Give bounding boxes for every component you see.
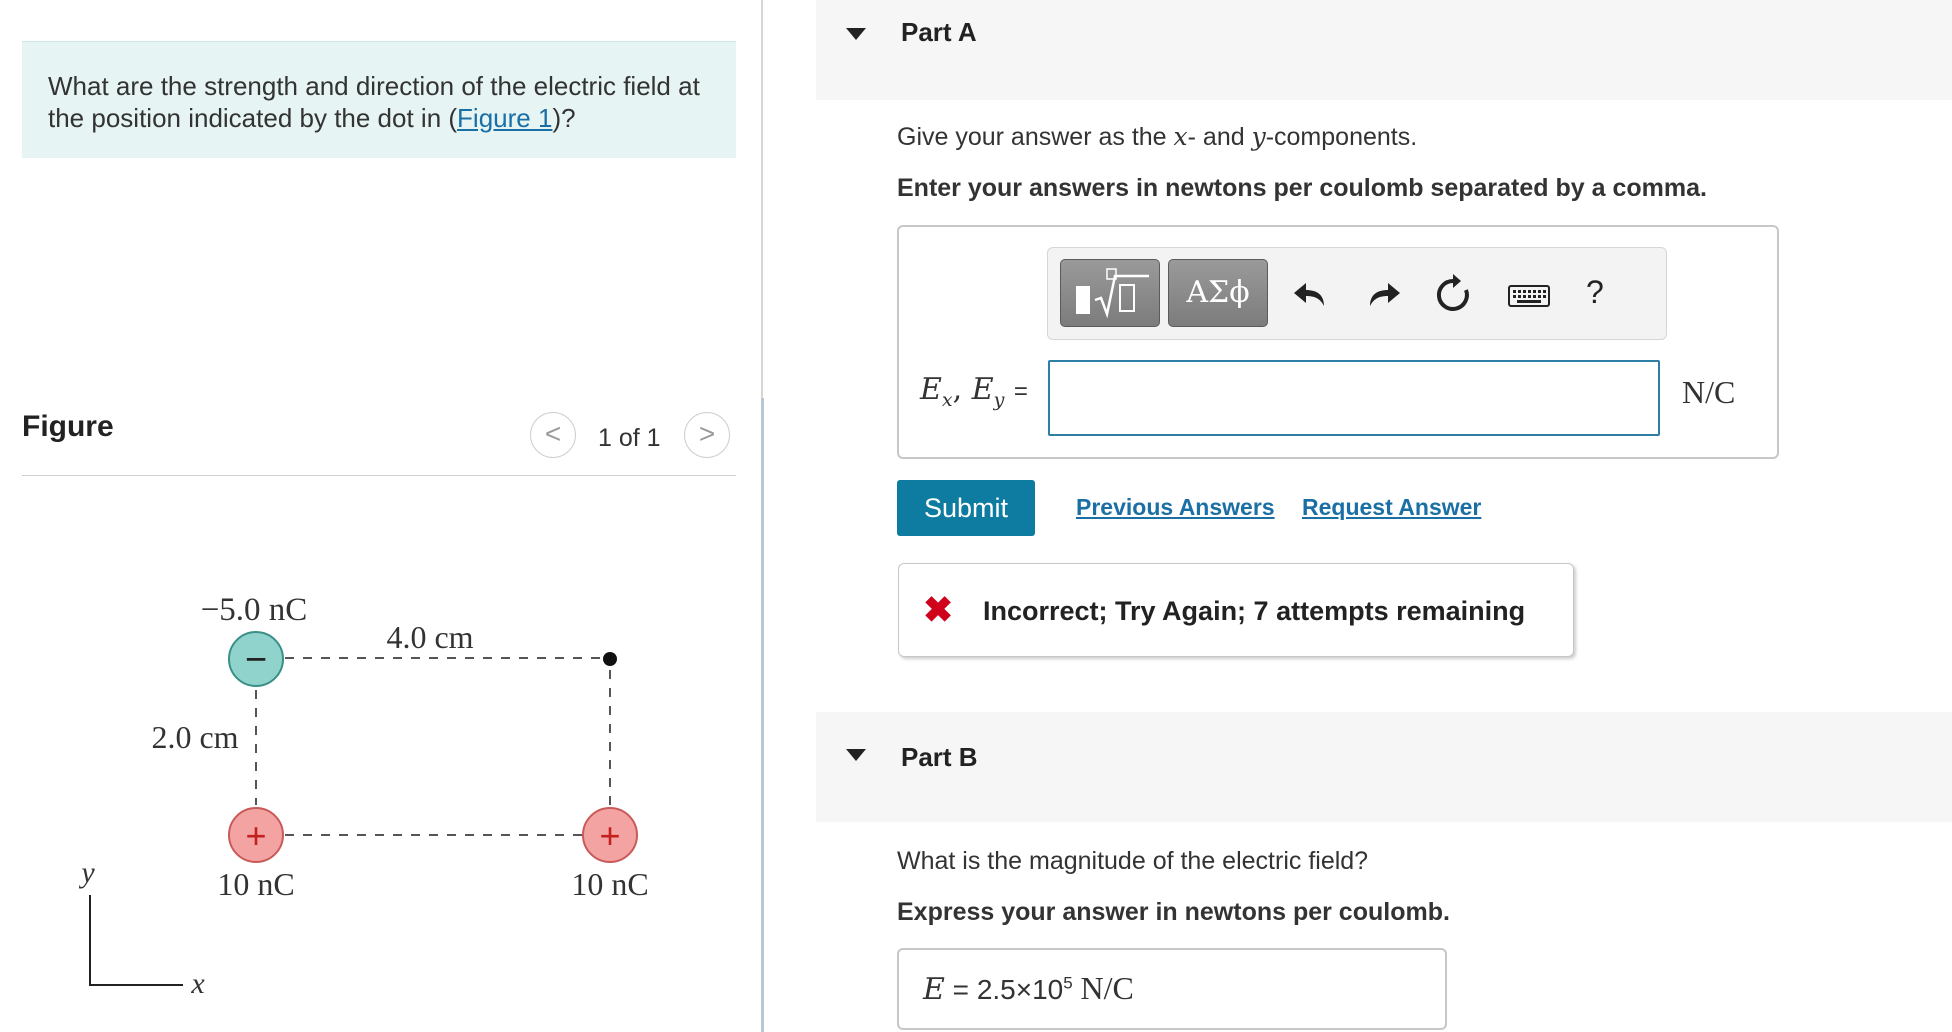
- question-text-end: )?: [552, 103, 576, 133]
- x-axis-label: x: [191, 967, 205, 1000]
- distance-label-horizontal: 4.0 cm: [386, 619, 474, 655]
- keyboard-icon[interactable]: [1506, 272, 1552, 318]
- submitted-answer: $E = 2.5\times 10^5$ N/C: [923, 970, 1134, 1007]
- minus-sign: −: [244, 639, 268, 681]
- part-b-question: What is the magnitude of the electric field?: [897, 847, 1369, 875]
- error-x-icon: ✖: [923, 589, 954, 630]
- collapse-caret-icon[interactable]: [846, 28, 866, 40]
- distance-label-vertical: 2.0 cm: [151, 719, 239, 755]
- figure-link[interactable]: Figure 1: [457, 103, 553, 133]
- part-b-bold-instruction: Express your answer in newtons per coulomb.: [897, 898, 1450, 926]
- unit-label: N/C: [1682, 374, 1736, 410]
- help-button[interactable]: ?: [1586, 274, 1604, 310]
- templates-icon: [1061, 260, 1159, 326]
- figure-pager: 1 of 1: [598, 424, 661, 452]
- previous-answers-link[interactable]: Previous Answers: [1076, 494, 1275, 520]
- math-toolbar: [1047, 247, 1667, 340]
- chevron-left-icon: <: [544, 418, 562, 449]
- part-a-instruction: Give your answer as the x- and y-components.: [897, 122, 1418, 151]
- request-answer-link[interactable]: Request Answer: [1302, 494, 1482, 520]
- part-b-header[interactable]: [816, 712, 1952, 822]
- reset-icon[interactable]: [1430, 272, 1476, 318]
- equation-label: $E_x$, $E_y$ =: [920, 372, 1028, 411]
- part-a-header[interactable]: [816, 0, 1952, 100]
- collapse-caret-icon[interactable]: [846, 749, 866, 761]
- chevron-right-icon: >: [698, 418, 716, 449]
- feedback-text: Incorrect; Try Again; 7 attempts remaining: [983, 596, 1526, 626]
- question-box: [22, 41, 736, 158]
- question-text: What are the strength and direction of the electric field at the position indicated by the dot in (: [48, 71, 700, 133]
- greek-symbols-button[interactable]: ΑΣϕ: [1168, 259, 1268, 327]
- part-a-bold-instruction: Enter your answers in newtons per coulomb separated by a comma.: [897, 174, 1707, 202]
- field-point-dot: [603, 652, 617, 666]
- answer-input[interactable]: [1048, 360, 1660, 436]
- feedback-box: [898, 563, 1574, 657]
- y-axis-label: y: [81, 856, 95, 889]
- plus-sign-right: +: [599, 815, 621, 856]
- part-b-title: Part B: [901, 742, 978, 772]
- redo-icon[interactable]: [1360, 272, 1406, 318]
- charge-diagram: [60, 560, 680, 1005]
- submit-button[interactable]: Submit: [897, 480, 1035, 536]
- charge-label-top: −5.0 nC: [200, 592, 308, 628]
- scrollbar-thumb[interactable]: [761, 398, 764, 1032]
- charge-label-bottom-left: 10 nC: [217, 866, 295, 902]
- submitted-answer-box: [897, 948, 1447, 1030]
- template-button[interactable]: [1060, 259, 1160, 327]
- undo-icon[interactable]: [1288, 272, 1334, 318]
- part-a-title: Part A: [901, 17, 977, 47]
- plus-sign-left: +: [245, 815, 267, 856]
- figure-divider: [22, 475, 736, 476]
- next-figure-button[interactable]: [684, 412, 730, 458]
- previous-figure-button[interactable]: [530, 412, 576, 458]
- figure-title: Figure: [22, 410, 114, 443]
- charge-label-bottom-right: 10 nC: [571, 866, 649, 902]
